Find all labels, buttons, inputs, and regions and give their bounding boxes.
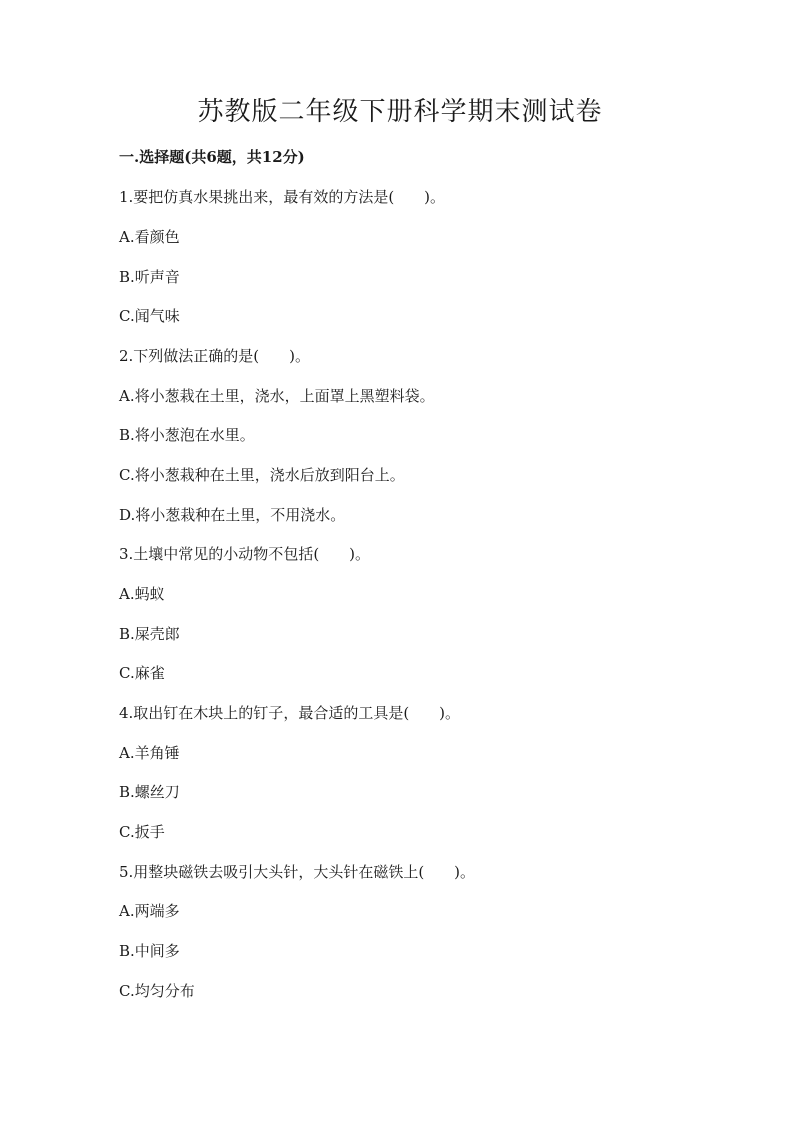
question-3-stem: 3.土壤中常见的小动物不包括( )。 [119,545,371,563]
section-heading: 一.选择题(共6题，共12分) [119,148,305,166]
question-5-option-b: B.中间多 [119,942,180,960]
question-3-option-c: C.麻雀 [119,664,165,682]
page-title: 苏教版二年级下册科学期末测试卷 [197,97,603,127]
question-4-stem: 4.取出钉在木块上的钉子，最合适的工具是( )。 [119,704,461,722]
question-1-stem: 1.要把仿真水果挑出来，最有效的方法是( )。 [119,188,446,206]
question-5-option-c: C.均匀分布 [119,982,195,1000]
question-2-option-b: B.将小葱泡在水里。 [119,426,255,444]
question-2-option-c: C.将小葱栽种在土里，浇水后放到阳台上。 [119,466,405,484]
question-3-option-a: A.蚂蚁 [119,585,165,603]
question-5-option-a: A.两端多 [119,902,180,920]
question-1-option-b: B.听声音 [119,268,180,286]
question-4-option-a: A.羊角锤 [119,744,180,762]
question-4-option-b: B.螺丝刀 [119,783,180,801]
question-1-option-a: A.看颜色 [119,228,180,246]
question-2-option-a: A.将小葱栽在土里，浇水，上面罩上黑塑料袋。 [119,387,435,405]
question-3-option-b: B.屎壳郎 [119,625,180,643]
question-1-option-c: C.闻气味 [119,307,180,325]
question-5-stem: 5.用整块磁铁去吸引大头针，大头针在磁铁上( )。 [119,863,476,881]
question-4-option-c: C.扳手 [119,823,165,841]
question-2-option-d: D.将小葱栽种在土里，不用浇水。 [119,506,346,524]
question-2-stem: 2.下列做法正确的是( )。 [119,347,311,365]
